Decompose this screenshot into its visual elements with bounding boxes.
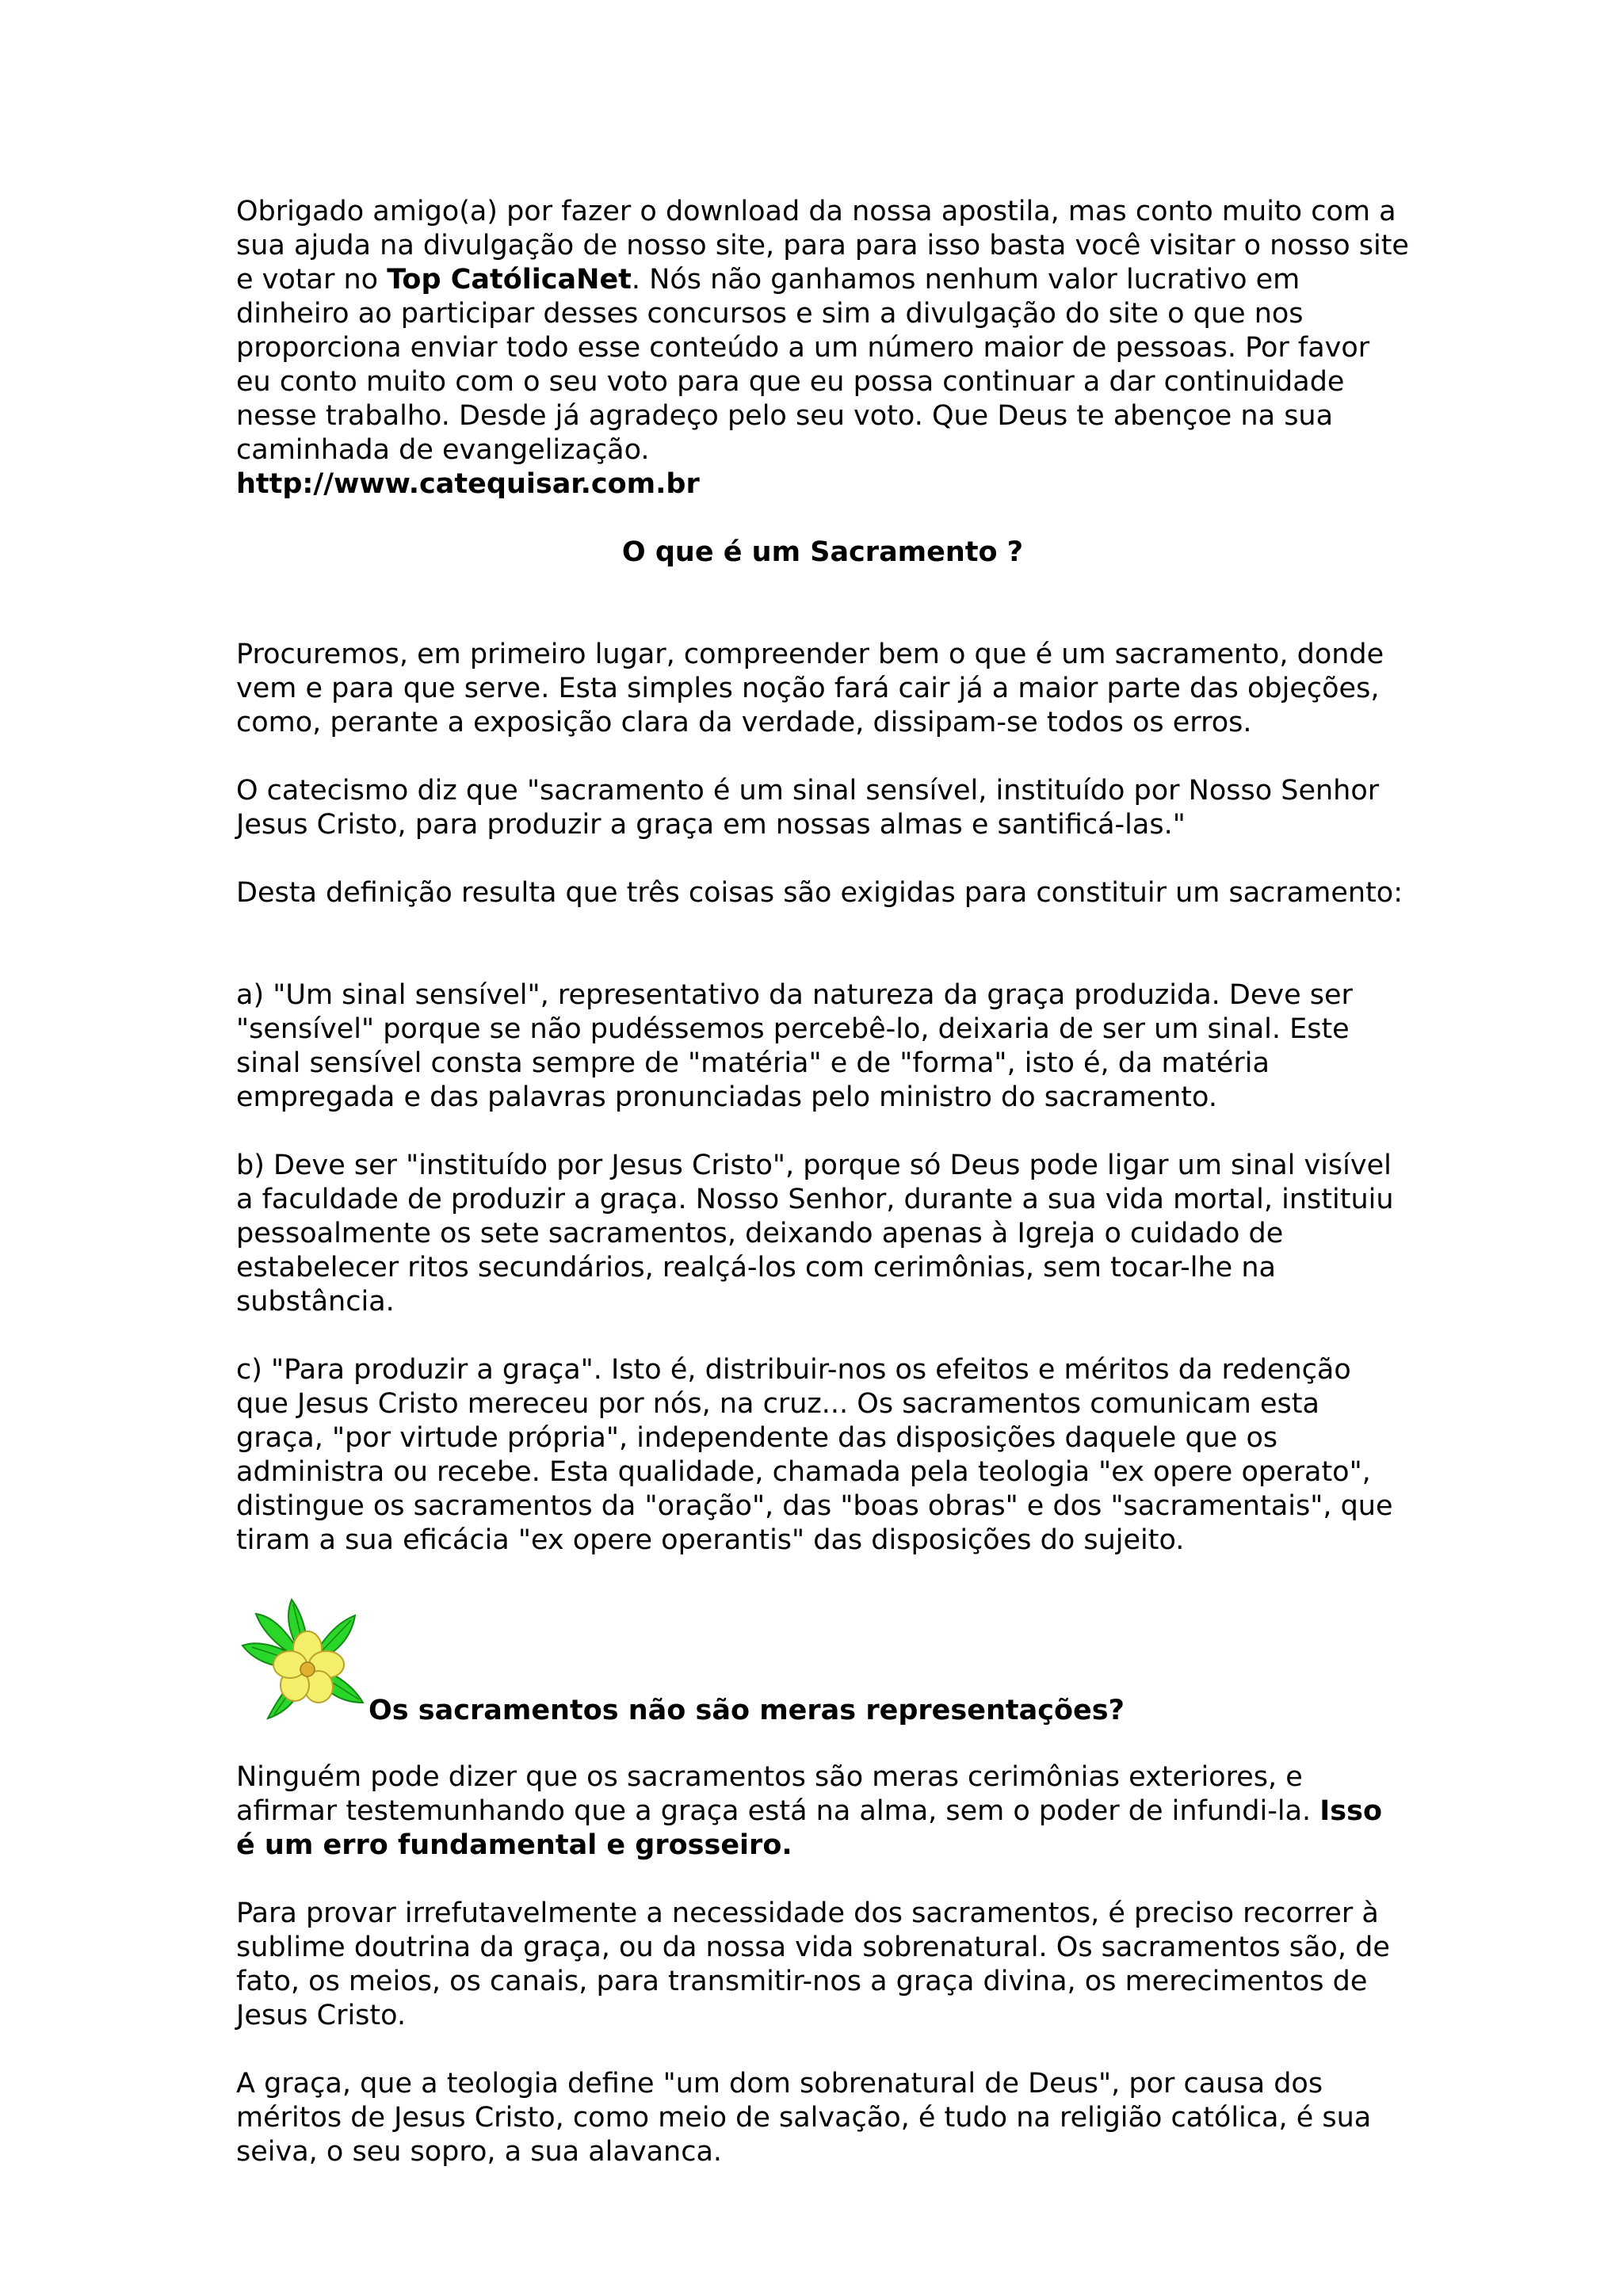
paragraph-2: O catecismo diz que "sacramento é um sinal sensível, instituído por Nosso Senhor Jesus Cristo, para produzir a graça em nossas almas e santificá-las." (236, 775, 1380, 841)
site-url[interactable]: http://www.catequisar.com.br (236, 468, 700, 500)
top-catolicanet-link-text: Top CatólicaNet (387, 264, 632, 296)
item-b: b) Deve ser "instituído por Jesus Cristo", porque só Deus pode ligar um sinal visível a faculdade de produzir a graça. Nosso Senhor, durante a sua vida mortal, instituiu pessoalmente os sete sacramentos, deixando apenas à Igreja o cuidado de estabelecer ritos secundários, realçá-los com cerimônias, sem tocar-lhe na substância. (236, 1150, 1394, 1318)
document-body (236, 195, 1409, 2169)
section2-paragraph-3: A graça, que a teologia define "um dom sobrenatural de Deus", por causa dos méritos de Jesus Cristo, como meio de salvação, é tudo na religião católica, é sua seiva, o seu sopro, a sua alavanca. (236, 2068, 1372, 2168)
section2-p1-bold: Isso é um erro fundamental e grosseiro. (236, 1795, 1383, 1861)
item-a: a) "Um sinal sensível", representativo da natureza da graça produzida. Deve ser "sensível" porque se não pudéssemos percebê-lo, deixaria de ser um sinal. Este sinal sensível consta sempre de "matéria" e de "forma", isto é, da matéria empregada e das palavras pronunciadas pelo ministro do sacramento. (236, 979, 1353, 1113)
section2-paragraph-2: Para provar irrefutavelmente a necessidade dos sacramentos, é preciso recorrer à sublime doutrina da graça, ou da nossa vida sobrenatural. Os sacramentos são, de fato, os meios, os canais, para transmitir-nos a graça divina, os merecimentos de Jesus Cristo. (236, 1897, 1390, 2031)
intro-text-1: Obrigado amigo(a) por fazer o download da nossa apostila, mas conto muito com a sua ajuda na divulgação de nosso site, para para isso basta você visitar o nosso site e votar no (236, 196, 1409, 296)
intro-paragraph (236, 195, 1409, 467)
flower-leaves-icon (236, 1592, 367, 1726)
item-c: c) "Para produzir a graça". Isto é, distribuir-nos os efeitos e méritos da redenção que Jesus Cristo mereceu por nós, na cruz... Os sacramentos comunicam esta graça, "por virtude própria", independente das disposições daquele que os administra ou recebe. Esta qualidade, chamada pela teologia "ex opere operato", distingue os sacramentos da "oração", das "boas obras" e dos "sacramentais", que tiram a sua eficácia "ex opere operantis" das disposições do sujeito. (236, 1354, 1393, 1556)
section-heading: Os sacramentos não são meras representações? (369, 1695, 1125, 1726)
section2-paragraph-1 (236, 1760, 1409, 1863)
section-heading-row (236, 1592, 1409, 1726)
paragraph-1: Procuremos, em primeiro lugar, compreender bem o que é um sacramento, donde vem e para que serve. Esta simples noção fará cair já a maior parte das objeções, como, perante a exposição clara da verdade, dissipam-se todos os erros. (236, 639, 1384, 738)
page-title: O que é um Sacramento ? (621, 536, 1024, 568)
intro-text-2: . Nós não ganhamos nenhum valor lucrativo em dinheiro ao participar desses concursos e sim a divulgação do site o que nos proporciona enviar todo esse conteúdo a um número maior de pessoas. Por favor eu conto muito com o seu voto para que eu possa continuar a dar continuidade nesse trabalho. Desde já agradeço pelo seu voto. Que Deus te abençoe na sua caminhada de evangelização. (236, 264, 1370, 466)
section2-p1-text: Ninguém pode dizer que os sacramentos são meras cerimônias exteriores, e afirmar testemunhando que a graça está na alma, sem o poder de infundi-la. (236, 1761, 1320, 1827)
paragraph-3: Desta definição resulta que três coisas são exigidas para constituir um sacramento: (236, 877, 1403, 909)
